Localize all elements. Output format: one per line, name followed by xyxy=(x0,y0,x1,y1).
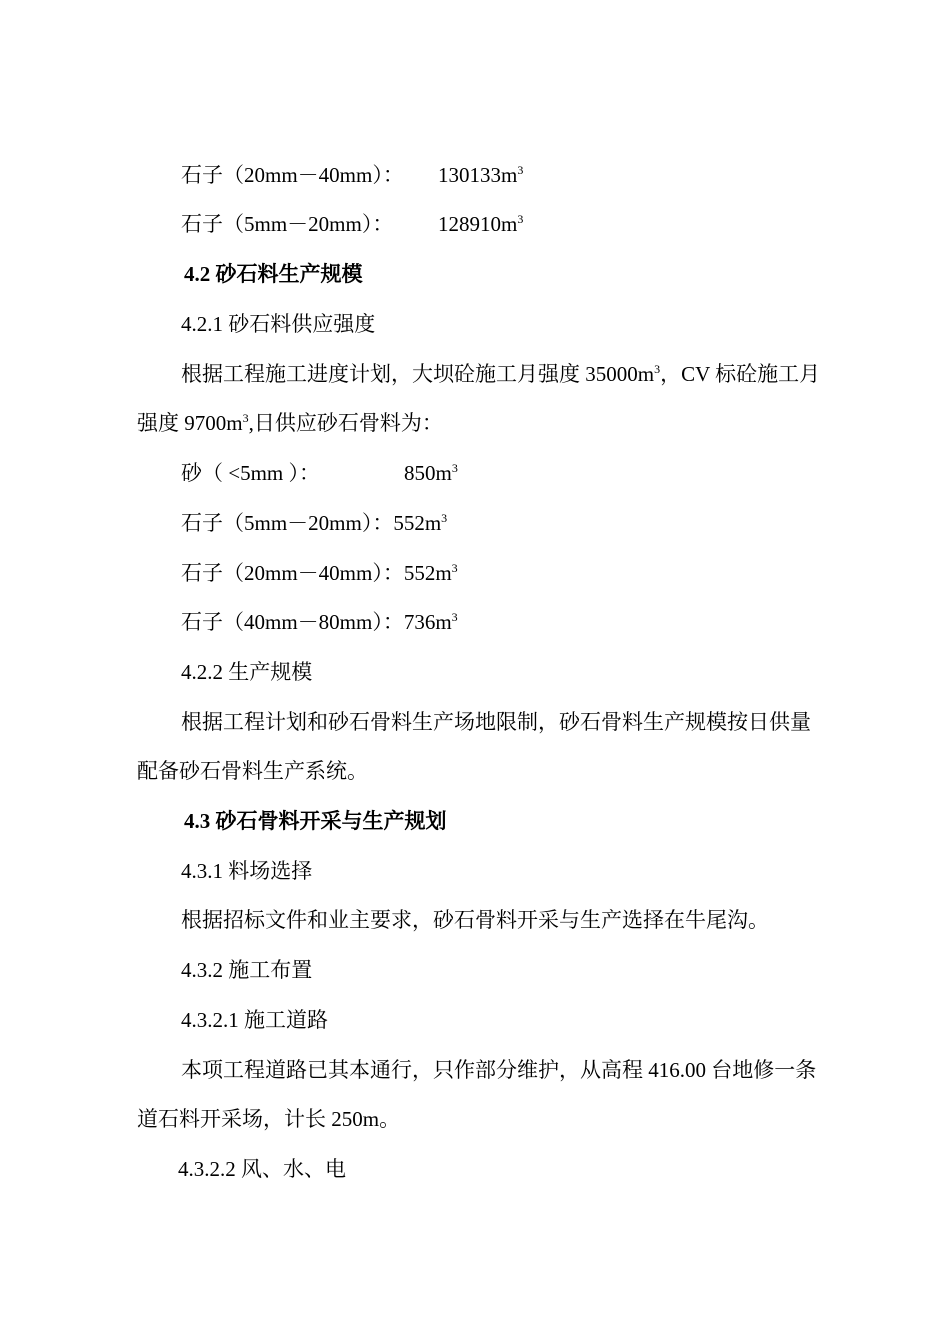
subsection-heading-4-3-1: 4.3.1 料场选择 xyxy=(181,859,313,883)
item-value: $128910m^3$ xyxy=(438,212,524,236)
section-heading-4-3: 4.3 砂石骨料开采与生产规划 xyxy=(184,809,447,833)
stone-20-40-daily-line: 石子（20mm－40mm）：$552m^3$ xyxy=(181,561,458,585)
subsection-heading-4-3-2-1: 4.3.2.1 施工道路 xyxy=(181,1008,328,1032)
item-label: 石子（20mm－40mm）： xyxy=(181,163,404,187)
paragraph-line: 强度 $9700m^3$,日供应砂石骨料为： xyxy=(137,411,443,435)
paragraph-line: 根据招标文件和业主要求，砂石骨料开采与生产选择在牛尾沟。 xyxy=(181,908,769,932)
section-heading-4-2: 4.2 砂石料生产规模 xyxy=(184,262,363,286)
item-label: 石子（5mm－20mm）： xyxy=(181,212,394,236)
subsection-heading-4-3-2: 4.3.2 施工布置 xyxy=(181,958,313,982)
subsection-heading-4-3-2-2: 4.3.2.2 风、水、电 xyxy=(178,1157,346,1181)
stone-40-80-daily-line: 石子（40mm－80mm）：$736m^3$ xyxy=(181,610,458,634)
subsection-heading-4-2-1: 4.2.1 砂石料供应强度 xyxy=(181,312,376,336)
item-value: $850m^3$ xyxy=(404,461,458,485)
item-value: $130133m^3$ xyxy=(438,163,524,187)
paragraph-line: 根据工程计划和砂石骨料生产场地限制，砂石骨料生产规模按日供量 xyxy=(181,710,811,734)
paragraph-line: 本项工程道路已其本通行，只作部分维护，从高程 416.00 台地修一条 xyxy=(181,1058,817,1082)
paragraph-line: 根据工程施工进度计划，大坝砼施工月强度 $35000m^3$，CV 标砼施工月 xyxy=(181,362,821,386)
stone-5-20-total-line xyxy=(181,211,950,237)
item-label: 砂（ <5mm ）： xyxy=(181,461,321,485)
sand-daily-line xyxy=(181,460,950,486)
stone-20-40-total-line xyxy=(181,162,950,188)
subsection-heading-4-2-2: 4.2.2 生产规模 xyxy=(181,660,313,684)
stone-5-20-daily-line: 石子（5mm－20mm）：$552m^3$ xyxy=(181,511,448,535)
paragraph-line: 道石料开采场，计长 250m。 xyxy=(137,1107,401,1131)
paragraph-line: 配备砂石骨料生产系统。 xyxy=(137,759,368,783)
